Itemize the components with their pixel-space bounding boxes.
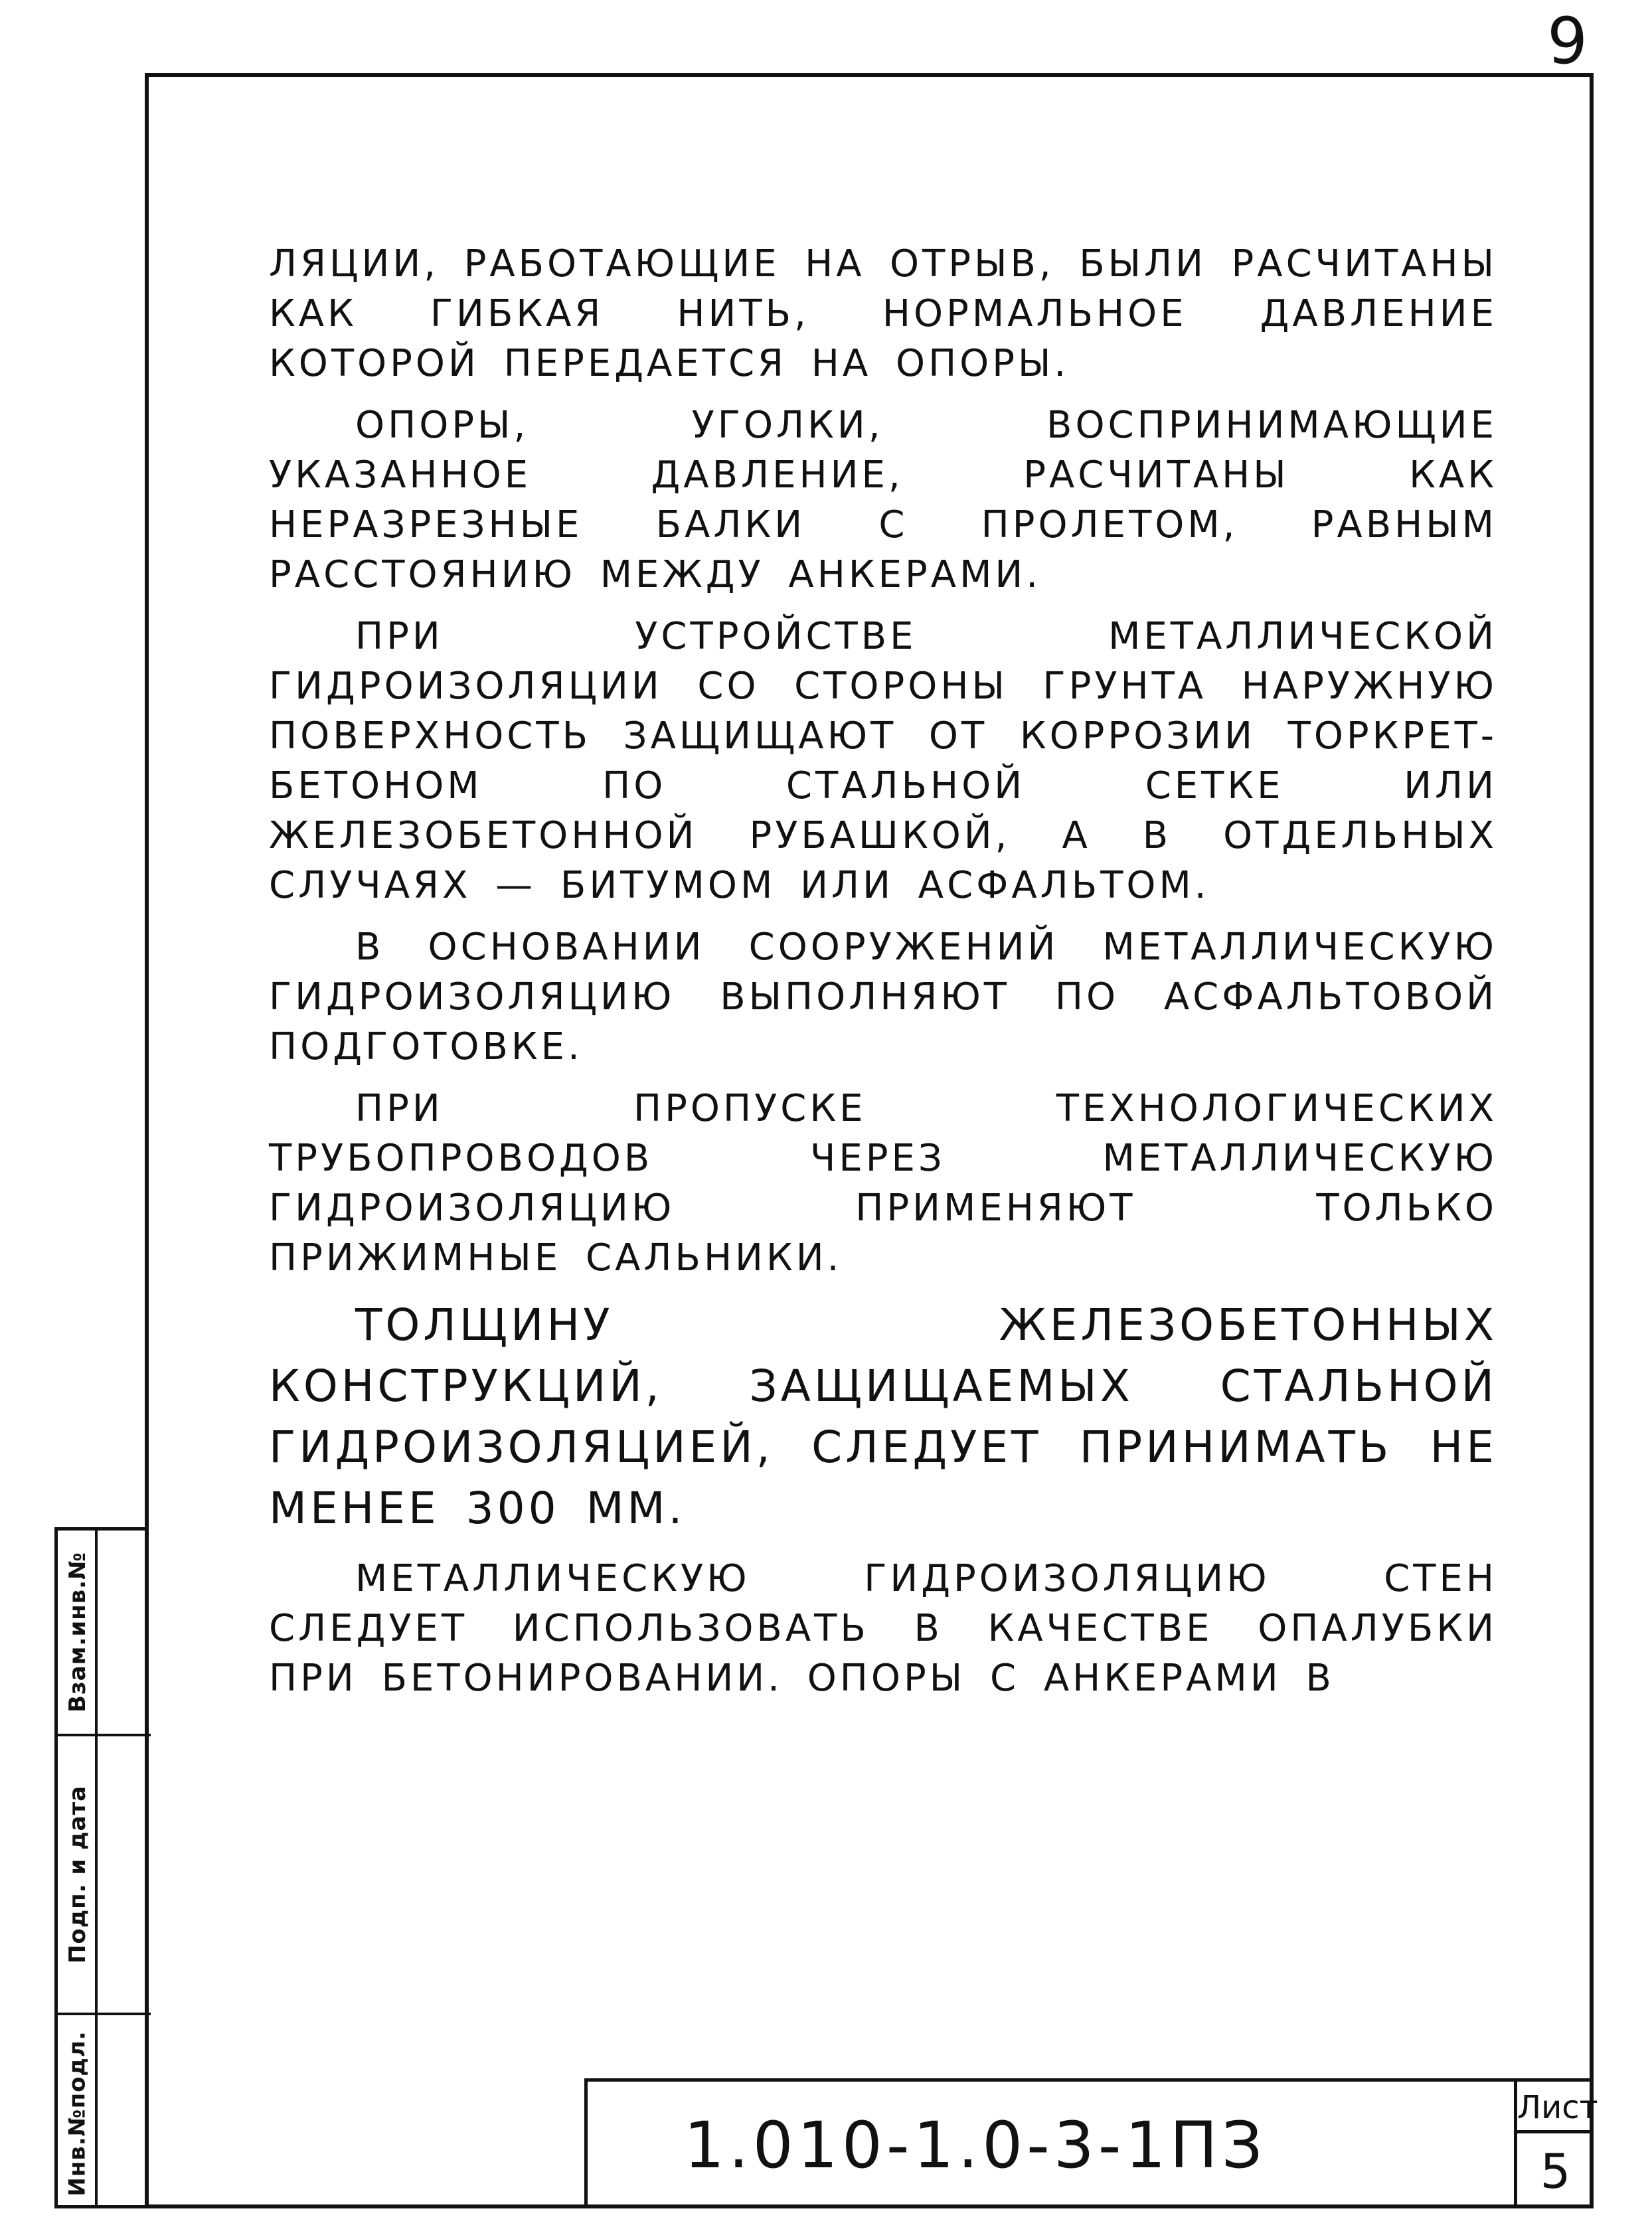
sign-date-cell bbox=[58, 1736, 98, 2015]
sign-date-label: Подп. и дата bbox=[64, 1785, 92, 1964]
paragraph-3: ПРИ УСТРОЙСТВЕ МЕТАЛЛИЧЕСКОЙ ГИДРОИЗОЛЯЦИИ СО СТОРОНЫ ГРУНТА НАРУЖНУЮ ПОВЕРХНОСТЬ ЗАЩИЩАЮТ ОТ КОРРОЗИИ ТОРКРЕТ-БЕТОНОМ ПО СТАЛЬНОЙ СЕТКЕ ИЛИ ЖЕЛЕЗОБЕТОННОЙ РУБАШКОЙ, А В ОТДЕЛЬНЫХ СЛУЧАЯХ — БИТУМОМ ИЛИ АСФАЛЬТОМ. bbox=[269, 615, 1497, 907]
sheet-box bbox=[1514, 2082, 1598, 2208]
replace-inv-cell bbox=[58, 1531, 98, 1736]
sheet-label: Лист bbox=[1517, 2082, 1594, 2133]
paragraph-2: ОПОРЫ, УГОЛКИ, ВОСПРИНИМАЮЩИЕ УКАЗАННОЕ ДАВЛЕНИЕ, РАСЧИТАНЫ КАК НЕРАЗРЕЗНЫЕ БАЛКИ С ПРОЛЕТОМ, РАВНЫМ РАССТОЯНИЮ МЕЖДУ АНКЕРАМИ. bbox=[269, 404, 1497, 596]
paragraph-7: МЕТАЛЛИЧЕСКУЮ ГИДРОИЗОЛЯЦИЮ СТЕН СЛЕДУЕТ ИСПОЛЬЗОВАТЬ В КАЧЕСТВЕ ОПАЛУБКИ ПРИ БЕТОНИРОВАНИИ. ОПОРЫ С АНКЕРАМИ В bbox=[269, 1557, 1497, 1700]
replace-inv-label: Взам.инв.№ bbox=[64, 1552, 92, 1712]
inv-orig-cell bbox=[58, 2015, 98, 2212]
side-stamp bbox=[54, 1527, 147, 2208]
document-code: 1.010-1.0-3-1ПЗ bbox=[684, 2108, 1267, 2183]
paragraph-4: В ОСНОВАНИИ СООРУЖЕНИЙ МЕТАЛЛИЧЕСКУЮ ГИДРОИЗОЛЯЦИЮ ВЫПОЛНЯЮТ ПО АСФАЛЬТОВОЙ ПОДГОТОВКЕ. bbox=[269, 926, 1497, 1068]
side-stamp-divider bbox=[98, 1734, 151, 1736]
inv-orig-label: Инв.№подл. bbox=[64, 2031, 92, 2197]
side-stamp-divider bbox=[98, 2013, 151, 2015]
paragraph-5: ПРИ ПРОПУСКЕ ТЕХНОЛОГИЧЕСКИХ ТРУБОПРОВОДОВ ЧЕРЕЗ МЕТАЛЛИЧЕСКУЮ ГИДРОИЗОЛЯЦИЮ ПРИМЕНЯЮТ ТОЛЬКО ПРИЖИМНЫЕ САЛЬНИКИ. bbox=[269, 1087, 1497, 1280]
body-text bbox=[269, 239, 1497, 1715]
paragraph-1: ЛЯЦИИ, РАБОТАЮЩИЕ НА ОТРЫВ, БЫЛИ РАСЧИТАНЫ КАК ГИБКАЯ НИТЬ, НОРМАЛЬНОЕ ДАВЛЕНИЕ КОТОРОЙ ПЕРЕДАЕТСЯ НА ОПОРЫ. bbox=[269, 242, 1497, 385]
side-stamp-labels bbox=[58, 1531, 98, 2205]
page-number: 9 bbox=[1547, 4, 1588, 78]
paragraph-6: ТОЛЩИНУ ЖЕЛЕЗОБЕТОННЫХ КОНСТРУКЦИЙ, ЗАЩИЩАЕМЫХ СТАЛЬНОЙ ГИДРОИЗОЛЯЦИЕЙ, СЛЕДУЕТ ПРИНИМАТЬ НЕ МЕНЕЕ 300 ММ. bbox=[269, 1299, 1497, 1534]
title-block bbox=[584, 2078, 1598, 2208]
sheet-number: 5 bbox=[1540, 2143, 1571, 2199]
